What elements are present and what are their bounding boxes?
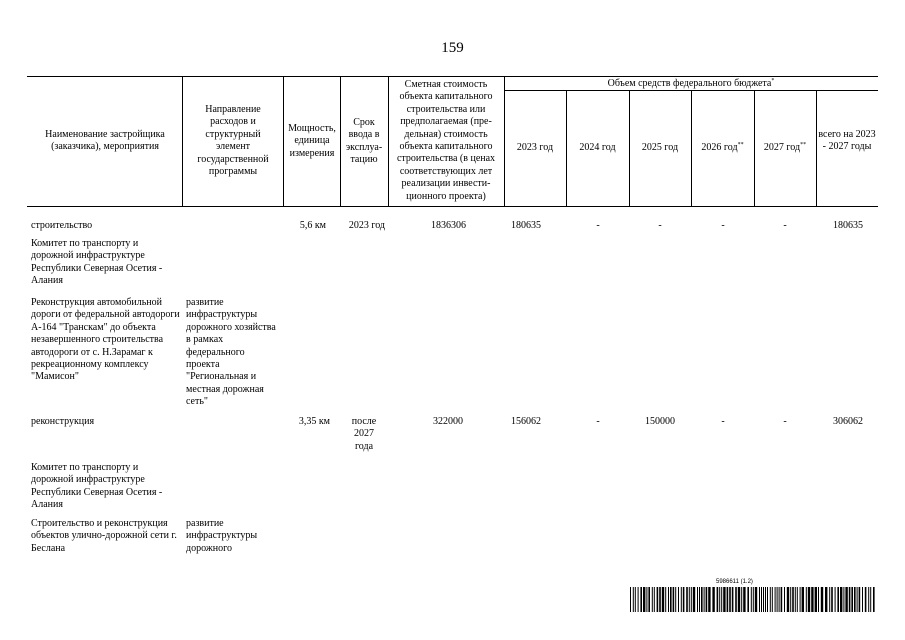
cell-r4-total: 306062	[833, 416, 863, 427]
header-2024: 2024 год	[579, 142, 616, 153]
cell-r3-name: Реконструкция автомобильной дороги от федеральной автодороги А-164 "Транскам" до объекта незавершенного строительства автодороги от с. Н.Зарамаг к рекреационному комплексу "Мамисон"	[31, 297, 180, 383]
col-divider	[340, 76, 341, 206]
header-cost: Сметная стоимость объекта капитального строительства или предполагаемая (пре-дельная) стоимость объекта капитального строительства (в ценах соответствующих лет реализации инвести-ционного проекта)	[396, 79, 496, 202]
cell-r1-2027: -	[783, 220, 787, 231]
header-2026: 2026 год**	[701, 142, 744, 153]
col-divider	[816, 90, 817, 206]
col-divider	[388, 76, 389, 206]
header-name: Наименование застройщика (заказчика), мероприятия	[45, 129, 165, 153]
table-top-border	[27, 76, 878, 77]
cell-r4-2027: -	[783, 416, 787, 427]
cell-r1-total: 180635	[833, 220, 863, 231]
barcode-label: 5986611 (1.2)	[716, 579, 753, 585]
cell-r4-2025: 150000	[645, 416, 675, 427]
cell-r4-capacity: 3,35 км	[298, 416, 330, 427]
cell-r1-2026: -	[721, 220, 725, 231]
cell-r1-name: строительство	[31, 220, 93, 231]
header-2027: 2027 год**	[763, 142, 807, 153]
header-total: всего на 2023 - 2027 годы	[818, 129, 876, 153]
cell-r1-term: 2023 год	[348, 220, 385, 231]
cell-r6-name: Строительство и реконструкция объектов улично-дорожной сети г. Беслана	[31, 518, 177, 554]
cell-r4-cost: 322000	[433, 416, 463, 427]
cell-r1-2024: -	[596, 220, 600, 231]
cell-r4-2023: 156062	[511, 416, 541, 427]
col-divider	[182, 76, 183, 206]
header-2023: 2023 год	[516, 142, 554, 153]
barcode-image	[630, 587, 876, 612]
header-direction: Направление расходов и структурный элемент государственной программы	[197, 104, 269, 178]
cell-r4-term: после 2027 года	[351, 416, 377, 452]
cell-r4-name: реконструкция	[31, 416, 95, 427]
cell-r4-2024: -	[596, 416, 600, 427]
cell-r1-capacity: 5,6 км	[299, 220, 326, 231]
header-budget-group: Объем средств федерального бюджета*	[607, 78, 775, 89]
cell-r1-2025: -	[658, 220, 662, 231]
col-divider	[504, 76, 505, 206]
cell-r1-2023: 180635	[511, 220, 541, 231]
cell-r1-cost: 1836306	[431, 220, 466, 231]
cell-r3-direction: развитие инфраструктуры дорожного хозяйства в рамках федерального проекта "Региональная и местная дорожная сеть"	[186, 297, 276, 408]
cell-r2-name: Комитет по транспорту и дорожной инфраструктуре Республики Северная Осетия - Алания	[31, 238, 163, 287]
header-term: Срок ввода в эксплуа-тацию	[345, 117, 383, 166]
page-number: 159	[441, 40, 464, 56]
cell-r5-name: Комитет по транспорту и дорожной инфраструктуре Республики Северная Осетия - Алания	[31, 462, 163, 511]
header-capacity: Мощность, единица измерения	[288, 123, 336, 159]
cell-r4-2026: -	[721, 416, 725, 427]
cell-r6-direction: развитие инфраструктуры дорожного	[186, 518, 258, 554]
header-2025: 2025 год	[641, 142, 679, 153]
table-header-bottom-border	[27, 206, 878, 207]
